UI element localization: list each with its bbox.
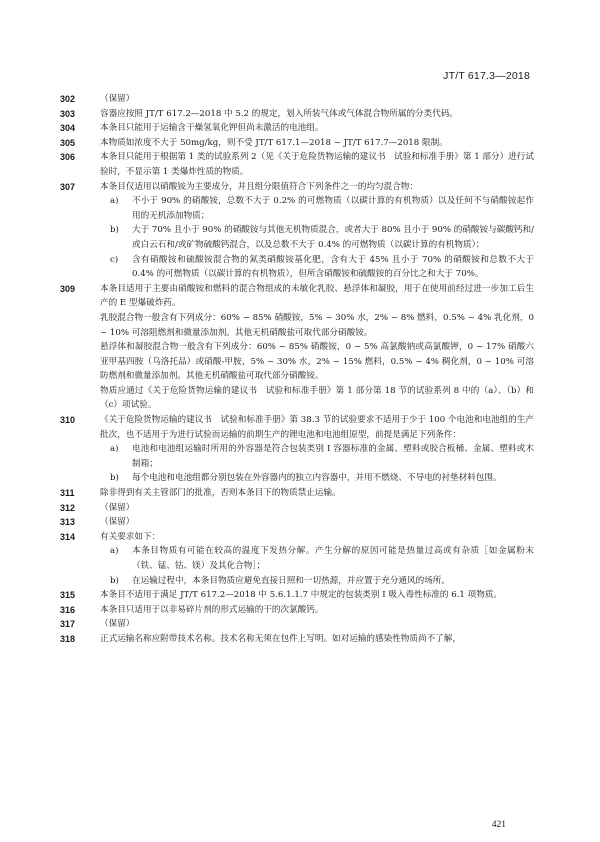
clause-number: 314 xyxy=(60,531,76,542)
clause-text: 有关要求如下： xyxy=(100,531,161,542)
clause-314 xyxy=(60,530,534,588)
sub-item xyxy=(100,442,534,471)
sub-item-label: b) xyxy=(110,225,119,236)
sub-item-label: a) xyxy=(110,444,119,455)
clause-text: 《关于危险货物运输的建议书 试验和标准手册》第 38.3 节的试验要求不适用于少于 100 个电池和电池组的生产批次，也不适用于为进行试验而运输的前期生产的锂电池和电池组原型，前提是满足下列条件： xyxy=(100,415,534,440)
sub-item-label: b) xyxy=(110,575,119,586)
sub-item-text: 本条目物质有可能在较高的温度下发热分解。产生分解的原因可能是热量过高或有杂质［如金属粉末（铁、锰、钴、镁）及其化合物］； xyxy=(132,546,534,571)
clause-text: （保留） xyxy=(100,517,135,528)
clause-text: 本条目适用于主要由硝酸铵和燃料的混合物组成的未敏化乳胶、悬浮体和凝胶，用于在使用前经过进一步加工后生产的 E 型爆破炸药。 xyxy=(100,283,534,309)
clause-text: 本物质如浓度不大于 50mg/kg，则不受 JT/T 617.1—2018 ~ JT/T 617.7—2018 限制。 xyxy=(100,137,448,148)
page-number: 421 xyxy=(491,820,506,830)
clause-number: 304 xyxy=(60,123,76,134)
clause-312 xyxy=(60,501,534,516)
clause-304 xyxy=(60,121,534,136)
clause-text: 悬浮体和凝胶混合物一般含有下列成分：60% ~ 85% 硝酸铵，0 ~ 5% 高氯酸钠或高氯酸钾，0 ~ 17% 硝酸六亚甲基四胺（乌洛托品）或硝酸-甲胺，5% ~ 30% 水，2% ~ 15% 燃料，0.5% ~ 4% 稠化剂，0 ~ 10% 可溶防燃剂和微量添加剂。其他无机硝酸盐可取代部分硝酸铵。 xyxy=(100,342,534,382)
clause-311 xyxy=(60,486,534,501)
clause-317 xyxy=(60,617,534,632)
clause-text: 本条目不适用于满足 JT/T 617.2—2018 中 5.6.1.1.7 中规定的包装类别 I 吸入毒性标准的 6.1 项物质。 xyxy=(100,590,503,601)
clause-number: 303 xyxy=(60,108,76,119)
clause-text: 物质应通过《关于危险货物运输的建议书 试验和标准手册》第 1 部分第 18 节的试验系列 8 中的（a）、（b）和（c）项试验。 xyxy=(100,385,534,411)
clause-text: 本条目只能用于运输含干燥氢氧化钾但尚未激活的电池组。 xyxy=(100,123,324,134)
sub-item-text: 每个电池和电池组都分别包装在外容器内的独立内容器中，并用不燃烧、不导电的衬垫材料包围。 xyxy=(132,473,502,484)
clause-number: 318 xyxy=(60,633,76,644)
clause-text: （保留） xyxy=(100,619,135,630)
sub-item xyxy=(100,471,534,486)
clause-text: （保留） xyxy=(100,94,135,104)
clause-number: 309 xyxy=(60,283,76,294)
sub-item-text: 不小于 90% 的硝酸铵，总数不大于 0.2% 的可燃物质（以碳计算的有机物质）以及任何不与硝酸铵起作用的无机添加物质； xyxy=(132,196,534,221)
clause-302 xyxy=(60,92,534,107)
sub-item xyxy=(100,223,534,252)
clause-316 xyxy=(60,603,534,618)
clause-309 xyxy=(60,282,534,413)
sub-item xyxy=(100,544,534,573)
sub-item-label: b) xyxy=(110,473,119,484)
sub-item-label: c) xyxy=(110,254,119,265)
clause-number: 305 xyxy=(60,137,76,148)
clause-number: 312 xyxy=(60,502,76,513)
clause-307 xyxy=(60,180,534,282)
clause-number: 316 xyxy=(60,604,76,615)
sub-item-text: 含有硝酸铵和硫酸铵混合物的氮类硝酸铵基化肥，含有大于 45% 且小于 70% 的硝酸铵和总数不大于 0.4% 的可燃物质（以碳计算的有机物质），但所含硝酸铵和硫酸铵的百分比之和大于 70%。 xyxy=(132,254,534,280)
clause-number: 313 xyxy=(60,517,76,528)
clause-number: 302 xyxy=(60,94,76,104)
clause-text: 除非得到有关主管部门的批准，否则本条目下的物质禁止运输。 xyxy=(100,488,341,499)
clause-text: 容器应按照 JT/T 617.2—2018 中 5.2 的规定，划入所装气体或气体混合物所属的分类代码。 xyxy=(100,108,459,119)
clause-text: 本条目只能用于根据第 1 类的试验系列 2（见《关于危险货物运输的建议书 试验和标准手册》第 1 部分）进行试验时，不显示第 1 类爆炸性质的物质。 xyxy=(100,152,534,177)
sub-item xyxy=(100,194,534,223)
sub-item xyxy=(100,574,534,589)
document-body xyxy=(60,92,534,647)
sub-item-text: 大于 70% 且小于 90% 的硝酸铵与其他无机物质混合，或者大于 80% 且小于 90% 的硝酸铵与碳酸钙和/或白云石和/或矿物硫酸钙混合，以及总数不大于 0.4% 的可燃物质（以碳计算的有机物质）； xyxy=(132,225,534,250)
clause-text: 正式运输名称应附带技术名称。技术名称无须在包件上写明。如对运输的感染性物质尚不了解， xyxy=(100,633,461,644)
clause-310 xyxy=(60,413,534,486)
sub-item-label: a) xyxy=(110,546,119,557)
clause-number: 317 xyxy=(60,619,76,630)
clause-318 xyxy=(60,632,534,647)
clause-305 xyxy=(60,136,534,151)
sub-item-text: 电池和电池组运输时所用的外容器是符合包装类别 I 容器标准的金属、塑料或胶合板桶、金属、塑料或木制箱； xyxy=(132,444,534,469)
sub-item-label: a) xyxy=(110,196,119,207)
clause-303 xyxy=(60,107,534,122)
clause-text: 本条目只适用于以非易碎片剂的形式运输的干的次氯酸钙。 xyxy=(100,604,324,615)
clause-number: 306 xyxy=(60,152,76,163)
clause-text: 乳胶混合物一般含有下列成分：60% ~ 85% 硝酸铵，5% ~ 30% 水，2% ~ 8% 燃料，0.5% ~ 4% 乳化剂，0 ~ 10% 可溶阻燃剂和微量添加剂。其他无机硝酸盐可取代部分硝酸铵。 xyxy=(100,312,534,338)
clause-number: 310 xyxy=(60,415,76,426)
clause-number: 307 xyxy=(60,181,76,192)
clause-number: 311 xyxy=(60,488,75,499)
clause-313 xyxy=(60,515,534,530)
sub-item xyxy=(100,253,534,282)
clause-number: 315 xyxy=(60,590,76,601)
clause-text: （保留） xyxy=(100,502,135,513)
standard-code-header: JT/T 617.3—2018 xyxy=(443,70,530,82)
clause-315 xyxy=(60,588,534,603)
clause-306 xyxy=(60,150,534,179)
clause-text: 本条目仅适用以硝酸铵为主要成分，并且组分限值符合下列条件之一的均匀混合物： xyxy=(100,181,418,192)
sub-item-text: 在运输过程中，本条目物质应避免直接日照和一切热源，并应置于充分通风的场所。 xyxy=(132,575,450,586)
